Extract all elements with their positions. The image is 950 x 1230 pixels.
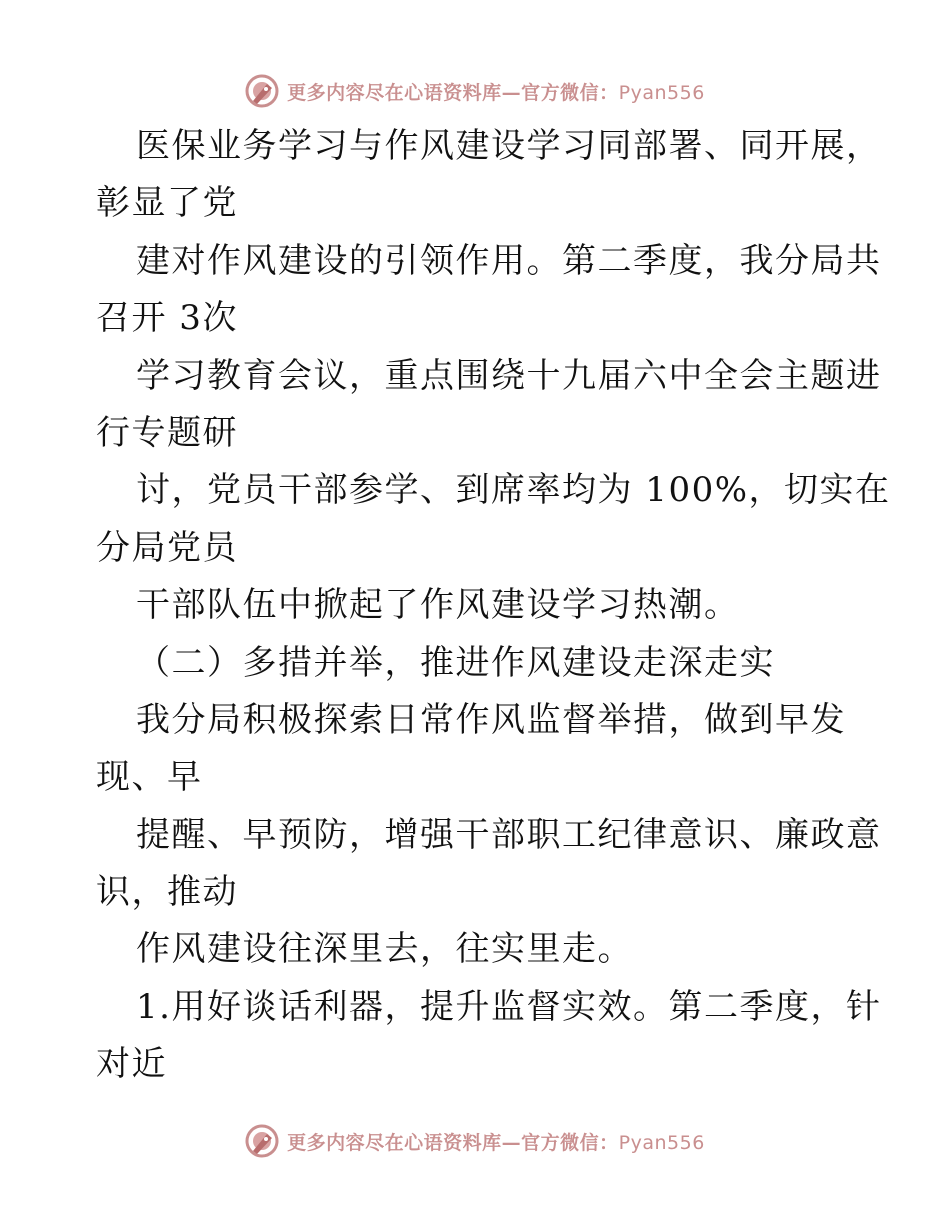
document-body — [96, 118, 891, 1094]
header-watermark — [0, 71, 950, 111]
footer-watermark — [0, 1121, 950, 1161]
body-line: 分局党员 — [96, 527, 238, 568]
body-line: 讨，党员干部参学、到席率均为 100%，切实在 — [136, 470, 891, 511]
body-line: 行专题研 — [96, 412, 238, 453]
body-line: 建对作风建设的引领作用。第二季度，我分局共 — [136, 240, 882, 281]
pen-nib-logo-icon — [245, 1124, 279, 1158]
wechat-id: Pyan556 — [618, 81, 705, 104]
body-line: 对近 — [96, 1044, 167, 1085]
section-heading: （二）多措并举，推进作风建设走深走实 — [136, 642, 775, 683]
wechat-id: Pyan556 — [618, 1131, 705, 1154]
body-line: 学习教育会议，重点围绕十九届六中全会主题进 — [136, 355, 882, 396]
watermark-text: 更多内容尽在心语资料库—官方微信：Pyan556 — [287, 81, 705, 104]
body-line: 彰显了党 — [96, 183, 238, 224]
pen-nib-logo-icon — [245, 74, 279, 108]
body-line: 识，推动 — [96, 872, 238, 913]
body-line: 现、早 — [96, 757, 203, 798]
body-line: 我分局积极探索日常作风监督举措，做到早发 — [136, 699, 846, 740]
watermark-text: 更多内容尽在心语资料库—官方微信：Pyan556 — [287, 1131, 705, 1154]
body-line: 召开 3次 — [96, 298, 238, 339]
body-line: 干部队伍中掀起了作风建设学习热潮。 — [136, 585, 740, 626]
body-line: 作风建设往深里去，往实里走。 — [136, 929, 633, 970]
body-line: 提醒、早预防，增强干部职工纪律意识、廉政意 — [136, 814, 882, 855]
body-line: 1.用好谈话利器，提升监督实效。第二季度，针 — [136, 986, 882, 1027]
body-line: 医保业务学习与作风建设学习同部署、同开展， — [136, 126, 882, 166]
